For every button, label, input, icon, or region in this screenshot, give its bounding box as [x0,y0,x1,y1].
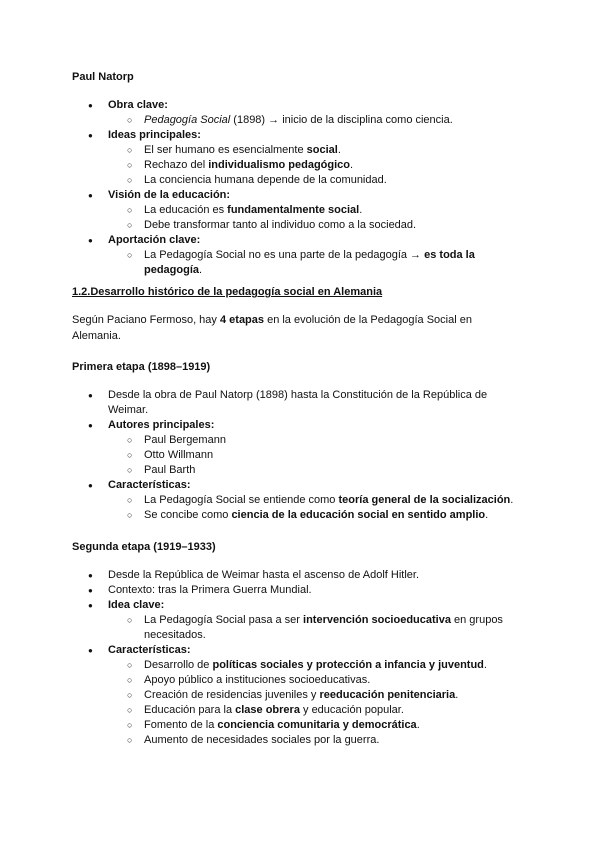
natorp-idea-1: ○ El ser humano es esencialmente social. [144,143,524,158]
natorp-aportacion-label: ● Aportación clave: [108,233,508,248]
segunda-caract-6: ○ Aumento de necesidades sociales por la guerra. [144,733,524,748]
segunda-idea-item: ○ La Pedagogía Social pasa a ser intervención socioeducativa en grupos necesitados. [144,613,524,643]
segunda-caract-1: ○ Desarrollo de políticas sociales y protección a infancia y juventud. [144,658,524,673]
desarrollo-intro: Según Paciano Fermoso, hay 4 etapas en la evolución de la Pedagogía Social en Alemania. [72,314,472,342]
natorp-idea-3: ○ La conciencia humana depende de la comunidad. [144,173,524,188]
segunda-caract-2: ○ Apoyo público a instituciones socioeducativas. [144,673,524,688]
desarrollo-heading: 1.2.Desarrollo histórico de la pedagogía social en Alemania [72,286,383,298]
natorp-obra-label: ● Obra clave: [108,98,508,113]
natorp-ideas-label: ● Ideas principales: [108,128,508,143]
segunda-item-1: ● Desde la República de Weimar hasta el ascenso de Adolf Hitler. [108,568,508,583]
segunda-caract-label: ● Características: [108,643,508,658]
segunda-idea-label: ● Idea clave: [108,598,508,613]
natorp-heading: Paul Natorp [72,71,134,83]
natorp-vision-2: ○ Debe transformar tanto al individuo como a la sociedad. [144,218,524,233]
primera-autores-label: ● Autores principales: [108,418,508,433]
natorp-vision-1: ○ La educación es fundamentalmente social. [144,203,524,218]
primera-item-1: ● Desde la obra de Paul Natorp (1898) hasta la Constitución de la República de Weimar. [108,388,508,418]
segunda-caract-5: ○ Fomento de la conciencia comunitaria y democrática. [144,718,524,733]
segunda-caract-3: ○ Creación de residencias juveniles y reeducación penitenciaria. [144,688,524,703]
primera-etapa-heading: Primera etapa (1898–1919) [72,361,211,373]
natorp-idea-2: ○ Rechazo del individualismo pedagógico. [144,158,524,173]
natorp-aportacion-item: ○ La Pedagogía Social no es una parte de la pedagogía → es toda la pedagogía. [144,248,524,278]
natorp-vision-label: ● Visión de la educación: [108,188,508,203]
primera-autor-3: ○ Paul Barth [144,463,524,478]
primera-caract-2: ○ Se concibe como ciencia de la educación social en sentido amplio. [144,508,524,523]
segunda-item-2: ● Contexto: tras la Primera Guerra Mundial. [108,583,508,598]
primera-caract-1: ○ La Pedagogía Social se entiende como teoría general de la socialización. [144,493,524,508]
segunda-caract-4: ○ Educación para la clase obrera y educación popular. [144,703,524,718]
natorp-obra-item: ○ Pedagogía Social (1898) → inicio de la disciplina como ciencia. [144,113,524,128]
primera-autor-2: ○ Otto Willmann [144,448,524,463]
primera-caract-label: ● Características: [108,478,508,493]
primera-autor-1: ○ Paul Bergemann [144,433,524,448]
segunda-etapa-heading: Segunda etapa (1919–1933) [72,541,216,553]
